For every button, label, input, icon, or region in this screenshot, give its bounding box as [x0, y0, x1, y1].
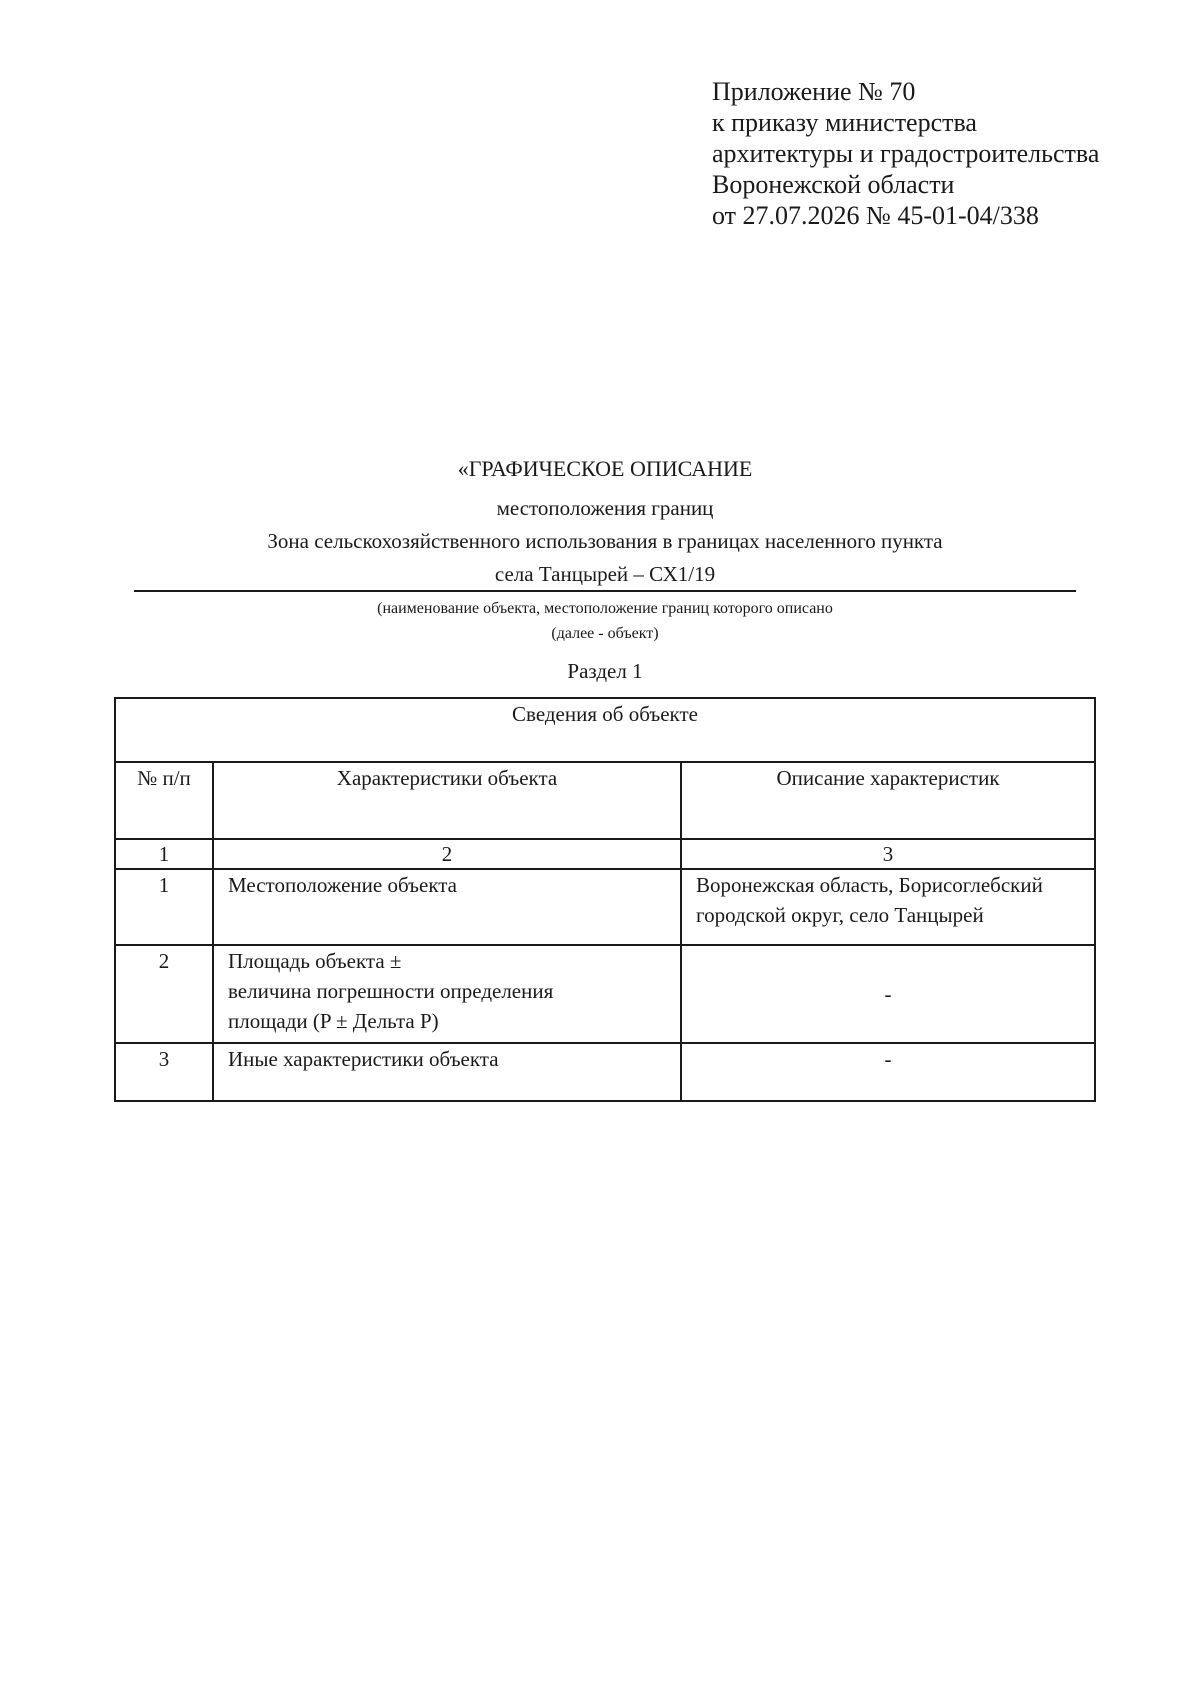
- row-description: Воронежская область, Борисоглебский городской округ, село Танцырей: [681, 869, 1095, 945]
- column-header-num: № п/п: [115, 762, 213, 839]
- column-header-characteristics: Характеристики объекта: [213, 762, 681, 839]
- column-index-row: [115, 839, 1095, 869]
- column-header-row: [115, 762, 1095, 839]
- caption-line-2: (далее - объект): [551, 625, 659, 642]
- title-subject: местоположения границ: [496, 496, 714, 520]
- row-description: -: [681, 1043, 1095, 1101]
- title-underline: [134, 590, 1076, 592]
- section-title: Раздел 1: [567, 659, 643, 683]
- title-caption: [134, 596, 1076, 646]
- table-header: Сведения об объекте: [115, 698, 1095, 762]
- caption-line-1: (наименование объекта, местоположение границ которого описано: [377, 600, 833, 617]
- document-title-block: [134, 456, 1076, 591]
- title-zone-name: Зона сельскохозяйственного использования в границах населенного пункта: [267, 529, 943, 553]
- column-index-1: 1: [115, 839, 213, 869]
- title-village: села Танцырей – СХ1/19: [494, 562, 716, 586]
- row-characteristic-line: площади (P ± Дельта P): [228, 1009, 439, 1033]
- column-index-2: 2: [213, 839, 681, 869]
- row-characteristic: Местоположение объекта: [213, 869, 681, 945]
- row-description: -: [681, 945, 1095, 1043]
- appendix-line-ministry: архитектуры и градостроительства: [712, 139, 1100, 168]
- table-row: [115, 1043, 1095, 1101]
- appendix-line-number: Приложение № 70: [712, 77, 916, 106]
- appendix-block: [712, 76, 1099, 231]
- row-characteristic-line: величина погрешности определения: [228, 979, 554, 1003]
- table-header-row: [115, 698, 1095, 762]
- table-row: [115, 869, 1095, 945]
- row-number: 2: [115, 945, 213, 1043]
- row-characteristic: [213, 945, 681, 1043]
- row-characteristic: Иные характеристики объекта: [213, 1043, 681, 1101]
- object-info-table: [114, 697, 1096, 1102]
- row-number: 1: [115, 869, 213, 945]
- appendix-line-order: к приказу министерства: [712, 108, 977, 137]
- appendix-line-date: от 27.07.2026 № 45-01-04/338: [712, 201, 1039, 230]
- column-header-description: Описание характеристик: [681, 762, 1095, 839]
- column-index-3: 3: [681, 839, 1095, 869]
- document-title: «ГРАФИЧЕСКОЕ ОПИСАНИЕ: [457, 456, 753, 481]
- row-number: 3: [115, 1043, 213, 1101]
- row-characteristic-line: Площадь объекта ±: [228, 949, 402, 973]
- table-row: [115, 945, 1095, 1043]
- appendix-line-region: Воронежской области: [712, 170, 955, 199]
